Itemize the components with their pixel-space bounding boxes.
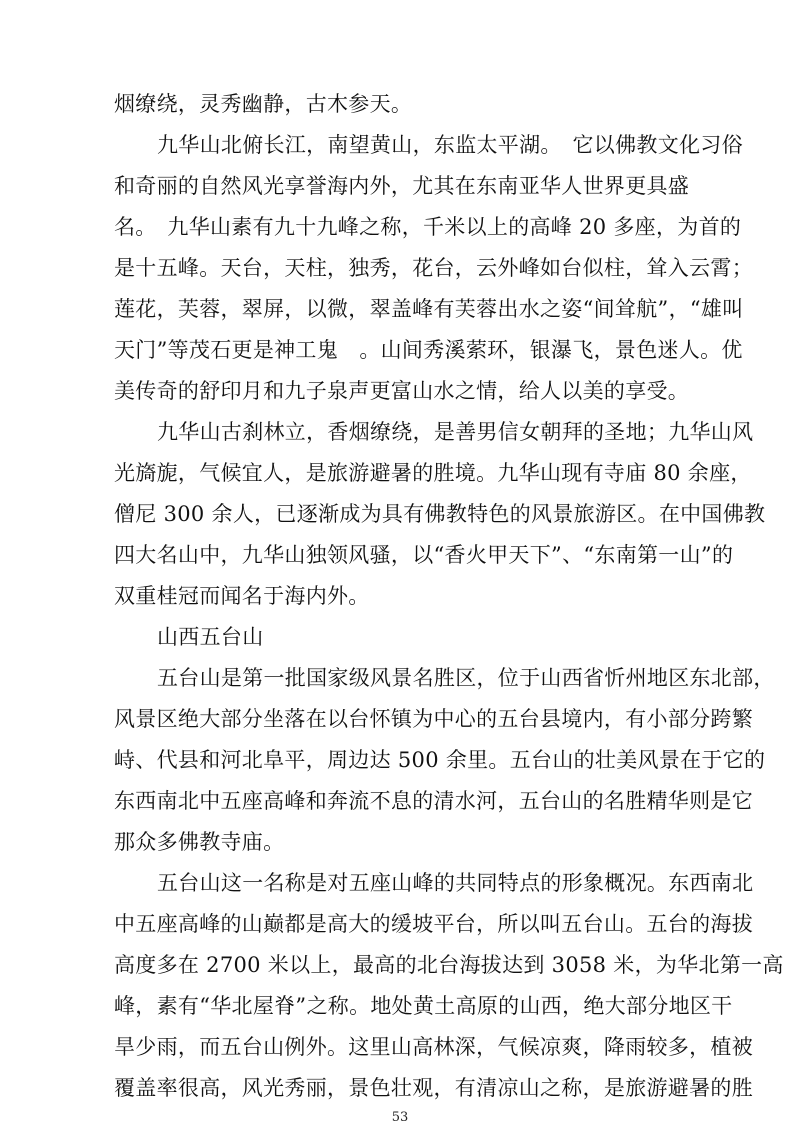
text-line: 莲花，芙蓉，翠屏，以微，翠盖峰有芙蓉出水之姿“间耸航”，“雄叫: [114, 297, 744, 321]
text-line: 天门”等茂石更是神工鬼 。山间秀溪萦环，银瀑飞，景色迷人。优: [114, 338, 743, 362]
text-line: 僧尼 300 余人，已逐渐成为具有佛教特色的风景旅游区。在中国佛教: [114, 502, 766, 526]
paragraph-start-line: 五台山这一名称是对五座山峰的共同特点的形象概况。东西南北: [157, 871, 754, 895]
text-line: 覆盖率很高，风光秀丽，景色壮观，有清凉山之称，是旅游避暑的胜: [114, 1076, 753, 1100]
text-line: 那众多佛教寺庙。: [114, 830, 285, 854]
text-line: 四大名山中，九华山独领风骚，以“香火甲天下”、“东南第一山”的: [114, 543, 734, 567]
text-line: 美传奇的舒印月和九子泉声更富山水之情，给人以美的享受。: [114, 379, 690, 403]
text-line: 光旖旎，气候宜人，是旅游避暑的胜境。九华山现有寺庙 80 余座，: [114, 461, 752, 485]
text-line: 名。 九华山素有九十九峰之称，千米以上的高峰 20 多座，为首的: [114, 215, 742, 239]
text-line: 峙、代县和河北阜平，周边达 500 余里。五台山的壮美风景在于它的: [114, 748, 766, 772]
text-line: 是十五峰。天台，天柱，独秀，花台，云外峰如台似柱，耸入云霄；: [114, 256, 753, 280]
paragraph-start-line: 五台山是第一批国家级风景名胜区，位于山西省忻州地区东北部，: [157, 666, 775, 690]
text-line: 和奇丽的自然风光享誉海内外，尤其在东南亚华人世界更具盛: [114, 174, 690, 198]
section-heading: 山西五台山: [157, 625, 264, 649]
text-line: 高度多在 2700 米以上，最高的北台海拔达到 3058 米，为华北第一高: [114, 953, 784, 977]
paragraph-start-line: 九华山北俯长江，南望黄山，东监太平湖。 它以佛教文化习俗: [157, 133, 743, 157]
text-line: 东西南北中五座高峰和奔流不息的清水河，五台山的名胜精华则是它: [114, 789, 753, 813]
page-number: 53: [391, 1110, 409, 1125]
text-line: 峰，素有“华北屋脊”之称。地处黄土高原的山西，绝大部分地区干: [114, 994, 733, 1018]
paragraph-start-line: 九华山古刹林立，香烟缭绕，是善男信女朝拜的圣地；九华山风: [157, 420, 754, 444]
text-line: 旱少雨，而五台山例外。这里山高林深，气候凉爽，降雨较多，植被: [114, 1035, 753, 1059]
text-line: 风景区绝大部分坐落在以台怀镇为中心的五台县境内，有小部分跨繁: [114, 707, 753, 731]
text-line: 双重桂冠而闻名于海内外。: [114, 584, 370, 608]
text-line: 中五座高峰的山巅都是高大的缓坡平台，所以叫五台山。五台的海拔: [114, 912, 753, 936]
text-line: 烟缭绕，灵秀幽静，古木参天。: [114, 92, 413, 116]
